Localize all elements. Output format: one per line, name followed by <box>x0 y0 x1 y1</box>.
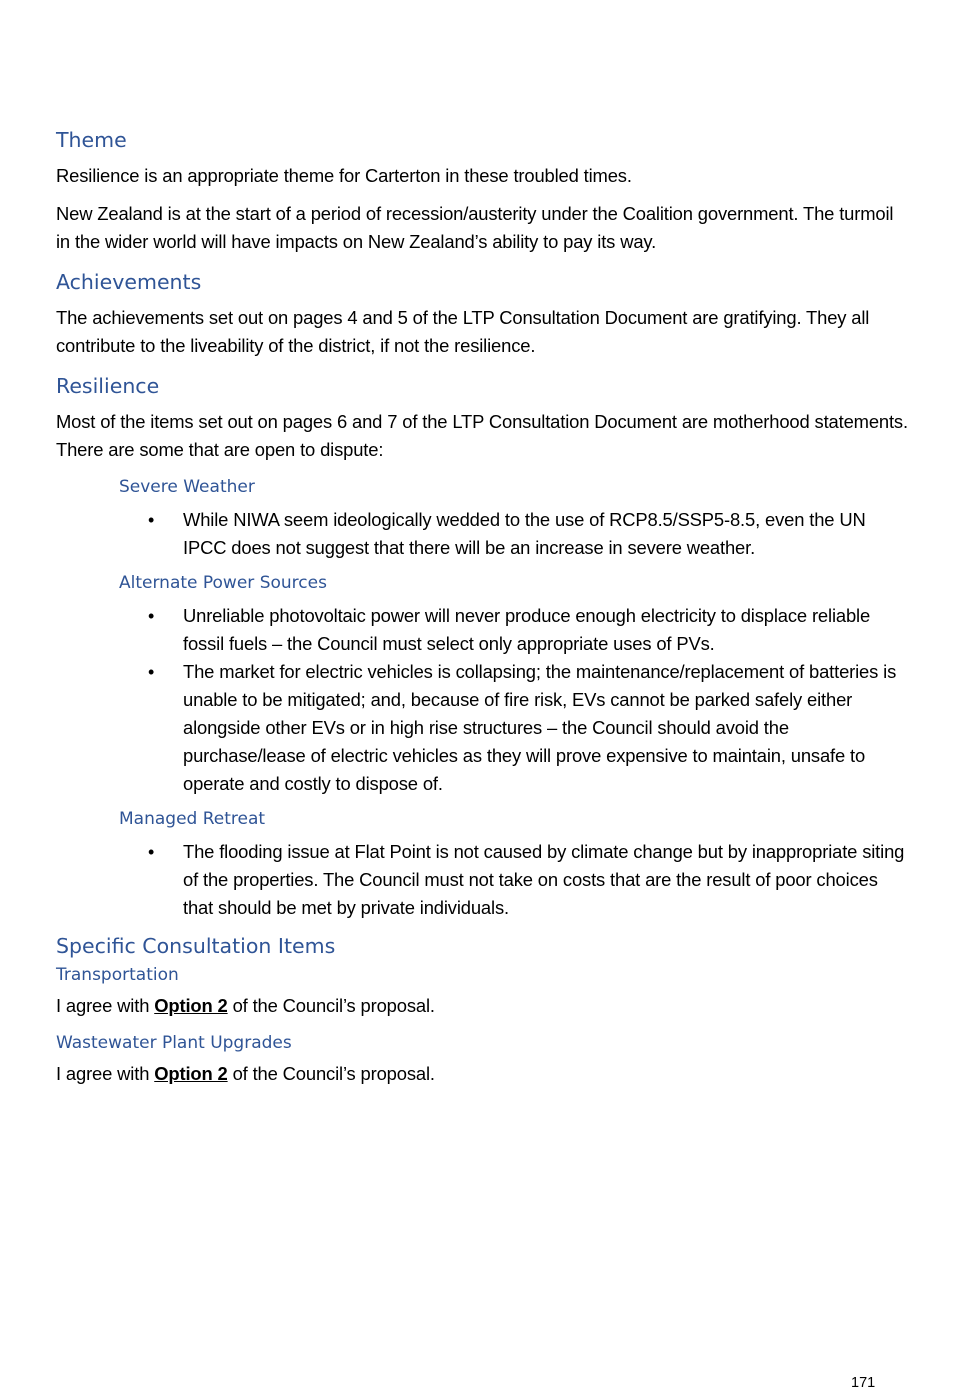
list-item-text: Unreliable photovoltaic power will never produce enough electricity to displace reliable fossil fuels – the Council must select only appropriate uses of PVs. <box>183 605 871 654</box>
page-number: 171 <box>851 1375 876 1391</box>
list-item-text: While NIWA seem ideologically wedded to the use of RCP8.5/SSP5-8.5, even the UN IPCC does not suggest that there will be an increase in severe weather. <box>183 509 866 558</box>
theme-paragraph-1: Resilience is an appropriate theme for Carterton in these troubled times. <box>56 165 632 186</box>
bullet-icon: • <box>148 662 155 682</box>
alternate-power-list <box>56 602 912 798</box>
wastewater-heading: Wastewater Plant Upgrades <box>56 1033 292 1053</box>
managed-retreat-heading: Managed Retreat <box>119 809 266 829</box>
specific-consultation-heading: Specific Consultation Items <box>56 934 336 958</box>
severe-weather-heading: Severe Weather <box>119 477 255 497</box>
severe-weather-list <box>56 506 912 562</box>
list-item <box>56 602 912 658</box>
resilience-paragraph: Most of the items set out on pages 6 and 7 of the LTP Consultation Document are motherhood statements. There are some that are open to dispute: <box>56 411 908 460</box>
transportation-paragraph <box>56 992 912 1020</box>
list-item <box>56 658 912 798</box>
list-item-text: The market for electric vehicles is collapsing; the maintenance/replacement of batteries is unable to be mitigated; and, because of fire risk, EVs cannot be parked safely either alongside other EVs or in high rise structures – the Council should avoid the purchase/lease of electric vehicles as they will prove expensive to maintain, unsafe to operate and costly to dispose of. <box>183 661 897 794</box>
resilience-heading: Resilience <box>56 374 160 398</box>
bullet-icon: • <box>148 510 155 530</box>
transportation-option: Option 2 <box>154 995 228 1016</box>
achievements-paragraph: The achievements set out on pages 4 and 5 of the LTP Consultation Document are gratifying. They all contribute to the liveability of the district, if not the resilience. <box>56 307 870 356</box>
wastewater-option: Option 2 <box>154 1063 228 1084</box>
transportation-prefix: I agree with <box>56 995 155 1016</box>
theme-heading: Theme <box>56 128 127 152</box>
document-page <box>56 124 912 1098</box>
bullet-icon: • <box>148 606 155 626</box>
bullet-icon: • <box>148 842 155 862</box>
alternate-power-heading: Alternate Power Sources <box>119 573 327 593</box>
list-item <box>56 506 912 562</box>
transportation-heading: Transportation <box>56 965 179 985</box>
managed-retreat-list <box>56 838 912 922</box>
theme-paragraph-2: New Zealand is at the start of a period of recession/austerity under the Coalition government. The turmoil in the wider world will have impacts on New Zealand’s ability to pay its way. <box>56 203 894 252</box>
wastewater-prefix: I agree with <box>56 1063 155 1084</box>
wastewater-paragraph <box>56 1060 912 1088</box>
list-item <box>56 838 912 922</box>
achievements-heading: Achievements <box>56 270 202 294</box>
wastewater-suffix: of the Council’s proposal. <box>227 1063 435 1084</box>
list-item-text: The flooding issue at Flat Point is not caused by climate change but by inappropriate siting of the properties. The Council must not take on costs that are the result of poor choices that should be met by private individuals. <box>183 841 905 918</box>
transportation-suffix: of the Council’s proposal. <box>227 995 435 1016</box>
